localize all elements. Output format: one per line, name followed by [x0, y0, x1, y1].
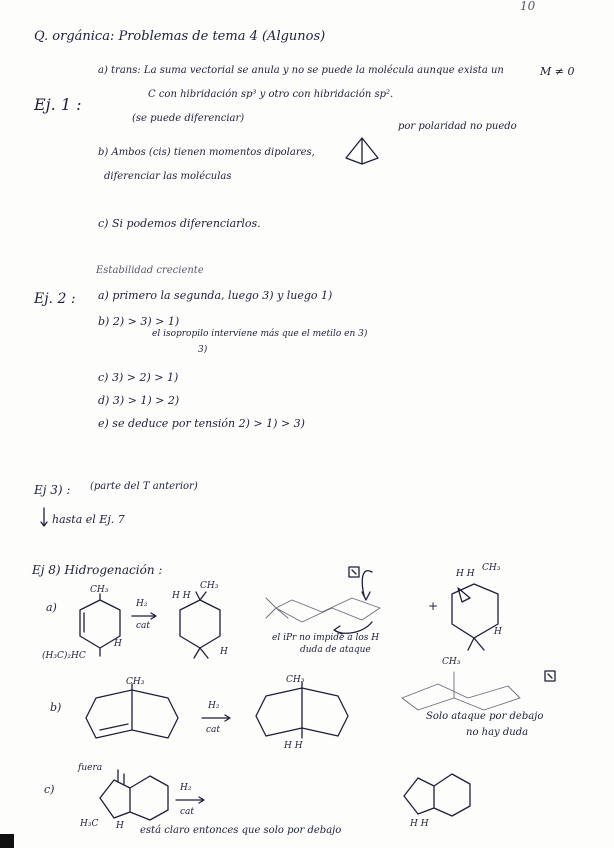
ej8-c-product	[400, 772, 480, 822]
ej8-a-reagent-bottom: cat	[136, 621, 151, 631]
ej8-b-reagent-bottom: cat	[206, 725, 221, 735]
ej8-a-note-side: duda de ataque	[300, 645, 371, 655]
ej8-c-label: c)	[44, 783, 55, 796]
down-arrow-icon	[40, 508, 48, 528]
ej2-b-sub: 3)	[198, 345, 208, 355]
ej8-c-reactant	[96, 770, 176, 830]
box-mark-icon-2	[544, 670, 556, 682]
ej2-d: d) 3) > 1) > 2)	[98, 394, 180, 407]
ej8-a-iso: (H₃C)₂HC	[42, 651, 86, 661]
ej8-a-h: H	[114, 639, 122, 649]
ej8-a-reaction-arrow	[132, 612, 158, 620]
ej8-b-ch3: CH₃	[126, 677, 145, 687]
ej8-a-product-2	[448, 580, 518, 656]
ej8-b-note2: no hay duda	[466, 727, 529, 738]
ej8-a-p2-hh: H H	[456, 569, 475, 579]
ej8-c-hh: H H	[410, 819, 429, 829]
ej8-c-reagent-bottom: cat	[180, 807, 195, 817]
ej8-b-p-hh: H H	[284, 741, 303, 751]
ej2-b: b) 2) > 3) > 1)	[98, 315, 180, 328]
ej3-hasta: hasta el Ej. 7	[52, 513, 125, 526]
ej8-c-note: está claro entonces que solo por debajo	[140, 825, 342, 836]
ej8-b-p-ch3: CH₃	[286, 675, 305, 685]
ej1-a-line1: a) trans: La suma vectorial se anula y no se puede la molécula aunque exista un	[98, 65, 504, 76]
ej8-b-reagent-top: H₂	[208, 701, 220, 711]
ej1-b-line1: b) Ambos (cis) tienen momentos dipolares,	[98, 147, 315, 158]
ej8-label: Ej 8) Hidrogenación :	[32, 563, 163, 577]
ej8-a-p2-ch3: CH₃	[482, 563, 501, 573]
ej3-label: Ej 3) :	[34, 483, 71, 497]
ej8-b-product	[256, 688, 366, 744]
ej8-a-note1: el iPr no impide a los H	[272, 633, 380, 643]
ej8-c-reagent-top: H₂	[180, 783, 192, 793]
ej8-a-p-hh: H H	[172, 591, 191, 601]
ej8-c-h: H	[116, 821, 124, 831]
ej8-c-h3c: H₃C	[80, 819, 99, 829]
ej8-a-p-h: H	[220, 647, 228, 657]
ej8-b-3d-sketch	[398, 672, 528, 712]
ej1-a-line2: C con hibridación sp³ y otro con hibridación sp².	[148, 89, 394, 100]
corner-block	[0, 834, 14, 848]
box-mark-icon	[348, 566, 360, 578]
ej1-c-line: c) Si podemos diferenciarlos.	[98, 217, 261, 230]
ej8-b-3d-ch3: CH₃	[442, 657, 461, 667]
ej8-c-top: fuera	[78, 763, 103, 773]
tetrahedral-sketch	[342, 136, 382, 166]
ej1-b-right: por polaridad no puedo	[398, 121, 517, 132]
ej2-a: a) primero la segunda, luego 3) y luego 1)	[98, 289, 333, 302]
ej8-a-ch3: CH₃	[90, 585, 109, 595]
ej2-label: Ej. 2 :	[34, 291, 76, 307]
ej8-a-plus: +	[428, 599, 439, 613]
ej2-e: e) se deduce por tensión 2) > 1) > 3)	[98, 417, 305, 430]
page-header: Q. orgánica: Problemas de tema 4 (Algunos)	[34, 29, 326, 44]
ej1-a-line3: (se puede diferenciar)	[132, 113, 245, 124]
ej8-a-reagent-top: H₂	[136, 599, 148, 609]
ej8-b-reactant	[86, 690, 196, 746]
ej2-heading: Estabilidad creciente	[96, 265, 204, 276]
ej8-b-reaction-arrow	[202, 714, 232, 722]
ej2-c: c) 3) > 2) > 1)	[98, 371, 179, 384]
ej8-a-p-ch3: CH₃	[200, 581, 219, 591]
ej1-side-note: M ≠ 0	[540, 65, 575, 78]
ej8-a-p2-h: H	[494, 627, 502, 637]
ej8-b-note1: Solo ataque por debajo	[426, 711, 544, 722]
ej1-label: Ej. 1 :	[34, 95, 82, 114]
page-number: 10	[520, 0, 536, 13]
ej8-c-reaction-arrow	[176, 796, 206, 804]
ej1-b-line2: diferenciar las moléculas	[104, 171, 232, 182]
ej2-b-note: el isopropilo interviene más que el metilo en 3)	[152, 329, 368, 339]
ej3-text: (parte del T anterior)	[90, 481, 198, 492]
ej8-b-label: b)	[50, 701, 62, 714]
ej8-a-label: a)	[46, 601, 57, 614]
